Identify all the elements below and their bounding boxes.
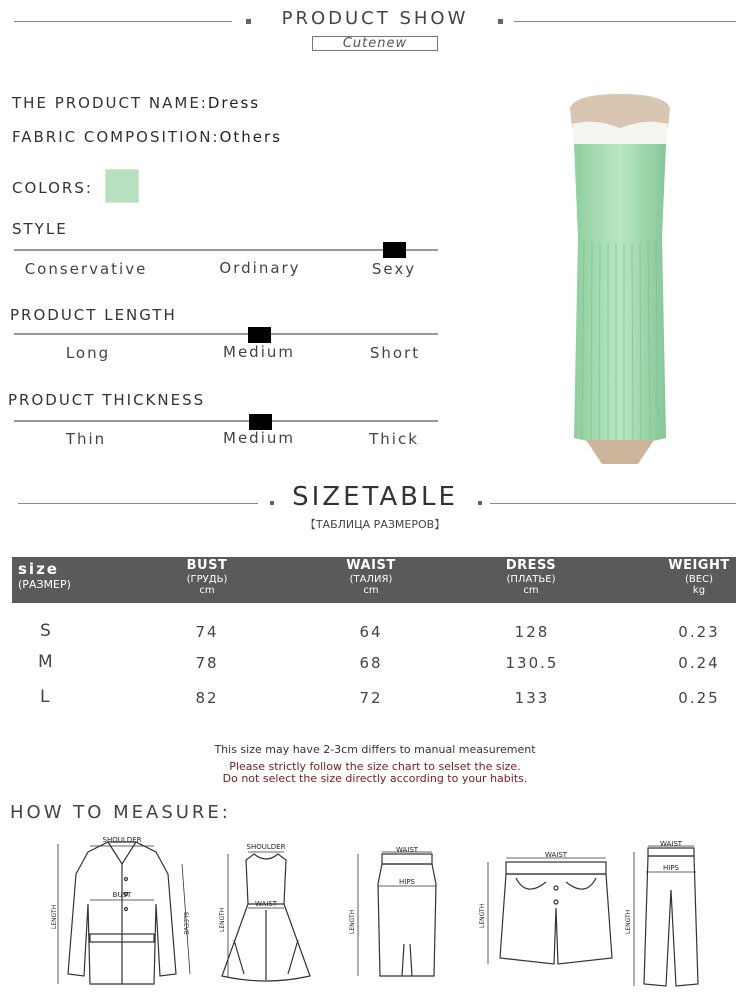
size-warning-2: Do not select the size directly according to your habits.	[222, 772, 528, 785]
length-option-long: Long	[65, 344, 111, 362]
row-waist: 72	[359, 689, 383, 707]
length-option-short: Short	[369, 344, 421, 362]
pants-hips-label: HIPS	[663, 864, 679, 872]
skirt-waist-label: WAIST	[395, 846, 419, 854]
color-swatch-mint	[105, 169, 139, 203]
thickness-option-thick: Thick	[369, 430, 419, 448]
colors-label: COLORS:	[12, 179, 93, 197]
how-to-measure-title: HOW TO MEASURE:	[10, 802, 231, 823]
product-dress-image	[540, 88, 700, 468]
col-dress	[476, 559, 586, 597]
sizetable-subtitle: 【ТАБЛИЦА РАЗМЕРОВ】	[304, 518, 446, 531]
style-option-ordinary: Ordinary	[219, 259, 301, 277]
col-bust-unit: cm	[199, 585, 215, 597]
style-scale-line	[14, 249, 438, 251]
col-weight-main: WEIGHT	[668, 558, 730, 573]
row-bust: 82	[195, 689, 219, 707]
thickness-marker	[249, 414, 272, 430]
col-waist	[316, 559, 426, 597]
shorts-measure-figure	[476, 848, 616, 972]
col-waist-ru: (ТАЛИЯ)	[349, 573, 393, 585]
row-weight: 0.25	[678, 689, 720, 707]
pants-measure-figure	[624, 840, 724, 992]
style-marker	[383, 242, 406, 258]
col-bust	[152, 559, 262, 597]
col-weight	[644, 559, 750, 597]
thickness-scale-line	[14, 420, 438, 422]
measurement-note: This size may have 2-3cm differs to manual measurement	[214, 743, 536, 756]
skirt-length-label: LENGTH	[349, 909, 356, 934]
jacket-length-label: LENGTH	[51, 904, 58, 929]
dress-length-label: LENGTH	[219, 907, 226, 932]
row-size: S	[40, 621, 51, 641]
col-bust-ru: (ГРУДЬ)	[186, 573, 228, 585]
row-bust: 74	[195, 623, 219, 641]
row-size: M	[38, 652, 53, 672]
fabric-label: FABRIC COMPOSITION:	[12, 128, 220, 146]
row-bust: 78	[195, 654, 219, 672]
col-waist-unit: cm	[363, 585, 379, 597]
row-dress: 130.5	[505, 654, 559, 672]
row-waist: 68	[359, 654, 383, 672]
thickness-option-thin: Thin	[65, 430, 107, 448]
sizetable-dot-right	[478, 501, 482, 505]
skirt-measure-figure	[344, 844, 444, 988]
length-option-medium: Medium	[223, 343, 295, 361]
col-size-ru: (РАЗМЕР)	[18, 578, 71, 591]
jacket-bust-label: BUST	[112, 891, 132, 899]
jacket-shoulder-label: SHOULDER	[102, 836, 142, 844]
page-title: PRODUCT SHOW	[281, 8, 469, 29]
size-table-header	[12, 557, 736, 603]
header-dot-right	[498, 19, 503, 24]
style-title: STYLE	[12, 220, 68, 238]
fabric-row	[12, 128, 282, 146]
skirt-hips-label: HIPS	[399, 878, 415, 886]
style-option-conservative: Conservative	[24, 260, 148, 278]
jacket-measure-figure	[48, 834, 196, 994]
product-name-value: Dress	[207, 94, 261, 112]
col-dress-ru: (ПЛАТЬЕ)	[506, 573, 556, 585]
col-bust-main: BUST	[186, 558, 228, 573]
jacket-sleeve-label: SLEEVE	[182, 912, 189, 935]
col-waist-main: WAIST	[346, 558, 396, 573]
col-dress-unit: cm	[523, 585, 539, 597]
row-dress: 133	[514, 689, 550, 707]
shorts-length-label: LENGTH	[479, 903, 486, 928]
row-weight: 0.24	[678, 654, 720, 672]
pants-waist-label: WAIST	[659, 840, 683, 848]
row-waist: 64	[359, 623, 383, 641]
sizetable-rule-right	[490, 503, 736, 504]
dress-waist-label: WAIST	[254, 900, 278, 908]
sizetable-title: SIZETABLE	[292, 482, 458, 512]
row-size: L	[40, 687, 50, 707]
pants-length-label: LENGTH	[625, 909, 632, 934]
row-weight: 0.23	[678, 623, 720, 641]
length-marker	[248, 327, 271, 343]
product-name-label: THE PRODUCT NAME:	[12, 94, 208, 112]
col-dress-main: DRESS	[505, 558, 557, 573]
col-size	[18, 560, 108, 591]
thickness-option-medium: Medium	[223, 429, 295, 447]
brand-subtitle: Cutenew	[312, 36, 438, 51]
col-weight-ru: (ВЕС)	[685, 573, 713, 585]
col-size-main: size	[18, 560, 59, 578]
length-scale-line	[14, 333, 438, 335]
fabric-value: Others	[219, 128, 282, 146]
style-option-sexy: Sexy	[371, 260, 417, 278]
row-dress: 128	[514, 623, 550, 641]
thickness-title: PRODUCT THICKNESS	[8, 391, 206, 409]
length-title: PRODUCT LENGTH	[10, 306, 177, 324]
dress-measure-figure	[214, 840, 318, 988]
dress-shoulder-label: SHOULDER	[246, 843, 286, 851]
col-weight-unit: kg	[692, 585, 706, 597]
size-warning-1: Please strictly follow the size chart to selset the size.	[229, 760, 521, 773]
shorts-waist-label: WAIST	[544, 851, 568, 859]
product-name-row	[12, 94, 260, 112]
header-rule-right	[514, 21, 736, 22]
